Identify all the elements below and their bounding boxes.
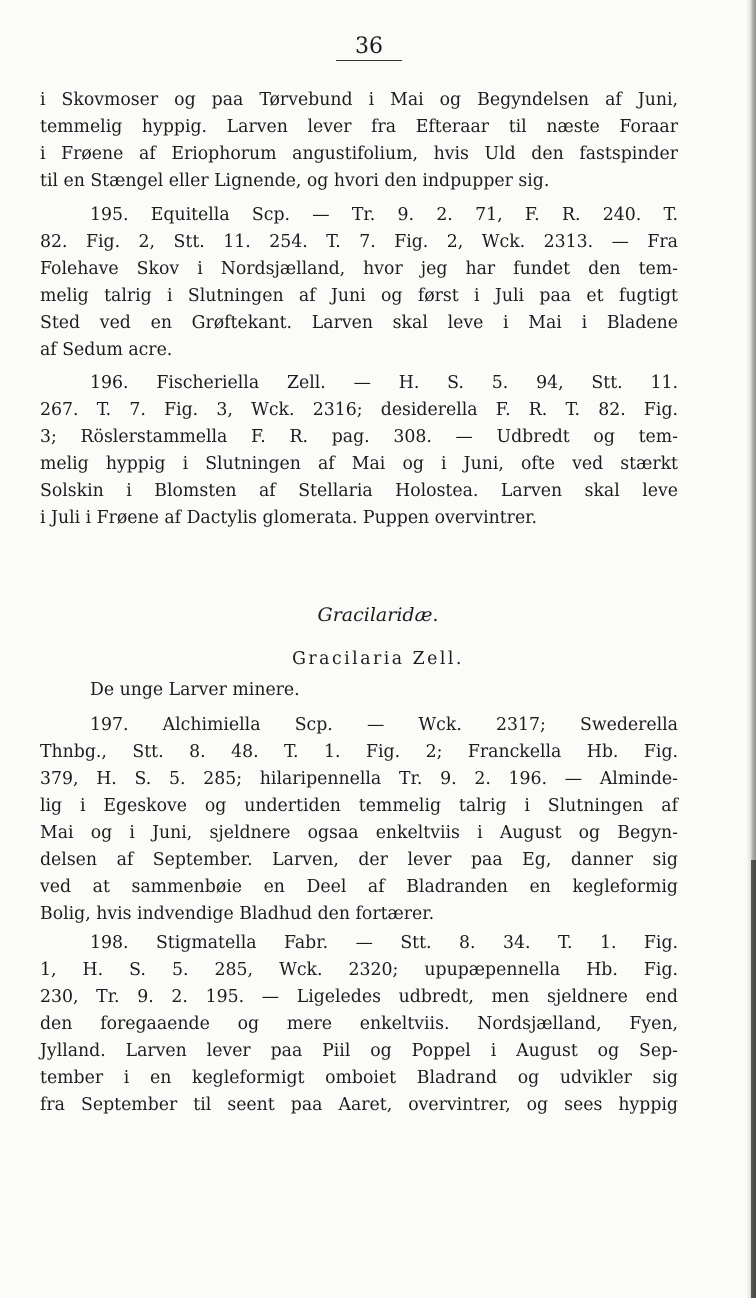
entry-198-line: 198. Stigmatella Fabr. — Stt. 8. 34. T. 1. Fig. [90, 933, 678, 953]
entry-196-line: i Juli i Frøene af Dactylis glomerata. Puppen overvintrer. [40, 508, 538, 528]
text-line: i Skovmoser og paa Tørvebund i Mai og Begyndelsen af Juni, [40, 90, 678, 110]
page-edge-binding [751, 860, 756, 1298]
entry-197-line: lig i Egeskove og undertiden temmelig talrig i Slutningen af [40, 796, 678, 816]
entry-195-line: 195. Equitella Scp. — Tr. 9. 2. 71, F. R. 240. T. [90, 205, 678, 225]
page-number: 36 [336, 34, 402, 61]
entry-197-line: Bolig, hvis indvendige Bladhud den fortærer. [40, 904, 435, 924]
entry-198-line: fra September til seent paa Aaret, overvintrer, og sees hyppig [40, 1095, 678, 1115]
entry-195-line: melig talrig i Slutningen af Juni og først i Juli paa et fugtigt [40, 286, 678, 306]
entry-195-line: 82. Fig. 2, Stt. 11. 254. T. 7. Fig. 2, Wck. 2313. — Fra [40, 232, 678, 252]
text-line: i Frøene af Eriophorum angustifolium, hvis Uld den fastspinder [40, 144, 678, 164]
entry-196-line: Solskin i Blomsten af Stellaria Holostea. Larven skal leve [40, 481, 678, 501]
entry-195-line: af Sedum acre. [40, 340, 173, 360]
entry-197-line: Thnbg., Stt. 8. 48. T. 1. Fig. 2; Franckella Hb. Fig. [40, 742, 678, 762]
entry-197-line: 379, H. S. 5. 285; hilaripennella Tr. 9. 2. 196. — Alminde- [40, 769, 678, 789]
text-line: temmelig hyppig. Larven lever fra Efteraar til næste Foraar [40, 117, 678, 137]
text-line: til en Stængel eller Lignende, og hvori den indpupper sig. [40, 171, 550, 191]
entry-197-line: Mai og i Juni, sjeldnere ogsaa enkeltviis i August og Begyn- [40, 823, 678, 843]
entry-198-line: Jylland. Larven lever paa Piil og Poppel i August og Sep- [40, 1041, 678, 1061]
entry-195-line: Folehave Skov i Nordsjælland, hvor jeg har fundet den tem- [40, 259, 678, 279]
entry-196-line: melig hyppig i Slutningen af Mai og i Juni, ofte ved stærkt [40, 454, 678, 474]
entry-197-line: ved at sammenbøie en Deel af Bladranden en kegleformig [40, 877, 678, 897]
entry-197-line: 197. Alchimiella Scp. — Wck. 2317; Swederella [90, 715, 678, 735]
genus-heading: Gracilaria Zell. [292, 649, 464, 669]
entry-196-line: 3; Röslerstammella F. R. pag. 308. — Udbredt og tem- [40, 427, 678, 447]
entry-198-line: den foregaaende og mere enkeltviis. Nordsjælland, Fyen, [40, 1014, 678, 1034]
family-heading: Gracilaridæ. [317, 604, 439, 626]
entry-197-line: delsen af September. Larven, der lever paa Eg, danner sig [40, 850, 678, 870]
entry-196-line: 196. Fischeriella Zell. — H. S. 5. 94, Stt. 11. [90, 373, 678, 393]
entry-196-line: 267. T. 7. Fig. 3, Wck. 2316; desiderella F. R. T. 82. Fig. [40, 400, 678, 420]
entry-195-line: Sted ved en Grøftekant. Larven skal leve i Mai i Bladene [40, 313, 678, 333]
genus-note: De unge Larver minere. [90, 680, 300, 700]
entry-198-line: 1, H. S. 5. 285, Wck. 2320; upupæpennella Hb. Fig. [40, 960, 678, 980]
entry-198-line: 230, Tr. 9. 2. 195. — Ligeledes udbredt, men sjeldnere end [40, 987, 678, 1007]
entry-198-line: tember i en kegleformigt omboiet Bladrand og udvikler sig [40, 1068, 678, 1088]
